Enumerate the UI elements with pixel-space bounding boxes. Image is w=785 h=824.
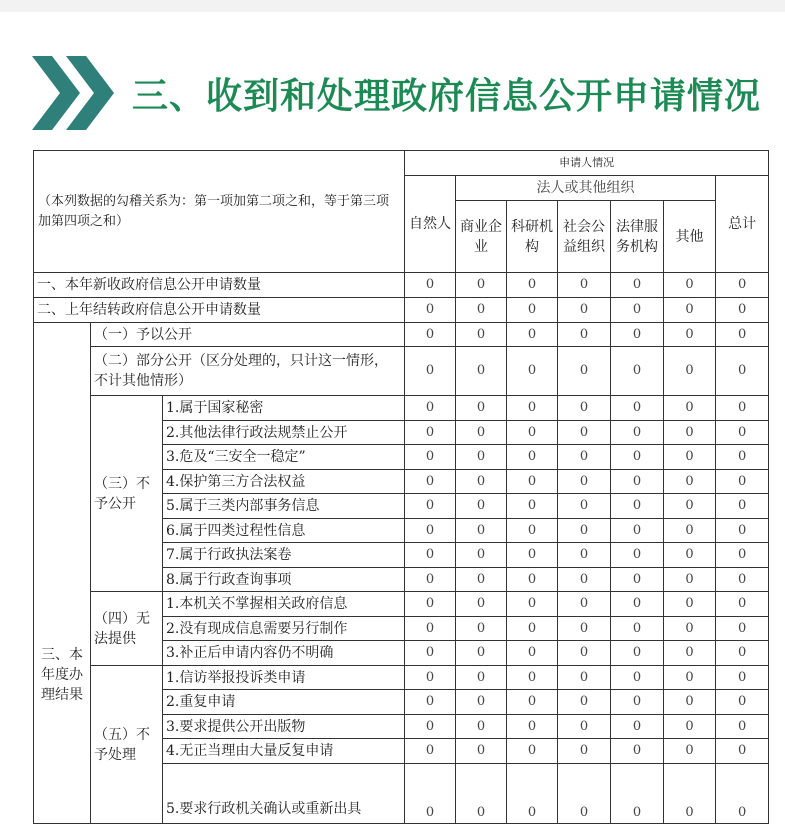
cell-value: 0 bbox=[716, 568, 769, 592]
cell-value: 0 bbox=[664, 323, 716, 347]
cell-value: 0 bbox=[716, 323, 769, 347]
cell-value: 0 bbox=[507, 347, 558, 396]
cell-value: 0 bbox=[716, 690, 769, 715]
row-label: 2.其他法律行政法规禁止公开 bbox=[163, 421, 405, 445]
cell-value: 0 bbox=[558, 764, 611, 824]
cell-value: 0 bbox=[558, 592, 611, 617]
cell-value: 0 bbox=[456, 347, 507, 396]
cell-value: 0 bbox=[405, 666, 456, 690]
cell-value: 0 bbox=[405, 494, 456, 519]
cell-value: 0 bbox=[507, 764, 558, 824]
cell-value: 0 bbox=[405, 445, 456, 470]
cell-value: 0 bbox=[405, 519, 456, 543]
cell-value: 0 bbox=[664, 298, 716, 323]
cell-value: 0 bbox=[507, 519, 558, 543]
table-row bbox=[34, 396, 769, 421]
cell-value: 0 bbox=[558, 421, 611, 445]
row-label: （一）予以公开 bbox=[91, 323, 405, 347]
cell-value: 0 bbox=[405, 715, 456, 739]
table-row bbox=[34, 666, 769, 690]
row-label: 7.属于行政执法案卷 bbox=[163, 543, 405, 568]
table-row bbox=[34, 347, 769, 396]
row-label: 3.要求提供公开出版物 bbox=[163, 715, 405, 739]
col-natural: 自然人 bbox=[405, 176, 456, 273]
cell-value: 0 bbox=[507, 690, 558, 715]
cell-value: 0 bbox=[664, 470, 716, 494]
row-label: 1.信访举报投诉类申请 bbox=[163, 666, 405, 690]
cell-value: 0 bbox=[405, 617, 456, 641]
cell-value: 0 bbox=[456, 641, 507, 666]
cell-value: 0 bbox=[716, 543, 769, 568]
top-strip bbox=[0, 0, 785, 12]
col-legal: 法律服务机构 bbox=[611, 201, 664, 273]
cell-value: 0 bbox=[611, 543, 664, 568]
cell-value: 0 bbox=[405, 543, 456, 568]
row-label: 8.属于行政查询事项 bbox=[163, 568, 405, 592]
row-label: 4.无正当理由大量反复申请 bbox=[163, 739, 405, 764]
cell-value: 0 bbox=[558, 666, 611, 690]
cell-value: 0 bbox=[664, 494, 716, 519]
cell-value: 0 bbox=[558, 298, 611, 323]
cell-value: 0 bbox=[456, 617, 507, 641]
cell-value: 0 bbox=[664, 690, 716, 715]
double-chevron-icon bbox=[30, 52, 116, 134]
row-label: 3.补正后申请内容仍不明确 bbox=[163, 641, 405, 666]
col-research: 科研机构 bbox=[507, 201, 558, 273]
cell-value: 0 bbox=[716, 347, 769, 396]
cell-value: 0 bbox=[456, 421, 507, 445]
section-title: 三、收到和处理政府信息公开申请情况 bbox=[132, 76, 762, 117]
cell-value: 0 bbox=[611, 568, 664, 592]
legal-group-header: 法人或其他组织 bbox=[456, 176, 716, 201]
cell-value: 0 bbox=[664, 543, 716, 568]
table-row bbox=[34, 273, 769, 298]
row-label: 二、上年结转政府信息公开申请数量 bbox=[34, 298, 405, 323]
cell-value: 0 bbox=[611, 323, 664, 347]
cell-value: 0 bbox=[558, 641, 611, 666]
cell-value: 0 bbox=[507, 445, 558, 470]
cell-value: 0 bbox=[664, 273, 716, 298]
cell-value: 0 bbox=[558, 347, 611, 396]
cell-value: 0 bbox=[611, 715, 664, 739]
cell-value: 0 bbox=[664, 519, 716, 543]
row-label: 2.没有现成信息需要另行制作 bbox=[163, 617, 405, 641]
cell-value: 0 bbox=[664, 347, 716, 396]
cell-value: 0 bbox=[558, 568, 611, 592]
cell-value: 0 bbox=[507, 494, 558, 519]
cell-value: 0 bbox=[716, 298, 769, 323]
cell-value: 0 bbox=[405, 347, 456, 396]
cell-value: 0 bbox=[507, 470, 558, 494]
cell-value: 0 bbox=[611, 519, 664, 543]
cell-value: 0 bbox=[716, 764, 769, 824]
cell-value: 0 bbox=[507, 323, 558, 347]
cell-value: 0 bbox=[507, 273, 558, 298]
row-label: 5.要求行政机关确认或重新出具 bbox=[163, 764, 405, 824]
cell-value: 0 bbox=[456, 739, 507, 764]
cell-value: 0 bbox=[507, 543, 558, 568]
cell-value: 0 bbox=[716, 519, 769, 543]
cell-value: 0 bbox=[611, 592, 664, 617]
cell-value: 0 bbox=[456, 543, 507, 568]
cell-value: 0 bbox=[456, 519, 507, 543]
cell-value: 0 bbox=[456, 273, 507, 298]
row-label: 5.属于三类内部事务信息 bbox=[163, 494, 405, 519]
cell-value: 0 bbox=[456, 298, 507, 323]
cell-value: 0 bbox=[664, 715, 716, 739]
cell-value: 0 bbox=[716, 396, 769, 421]
cell-value: 0 bbox=[664, 421, 716, 445]
cell-value: 0 bbox=[716, 641, 769, 666]
note-cell: （本列数据的勾稽关系为：第一项加第二项之和，等于第三项加第四项之和） bbox=[34, 151, 405, 273]
cell-value: 0 bbox=[456, 592, 507, 617]
cell-value: 0 bbox=[507, 421, 558, 445]
cell-value: 0 bbox=[558, 690, 611, 715]
cell-value: 0 bbox=[558, 273, 611, 298]
cell-value: 0 bbox=[456, 323, 507, 347]
cell-value: 0 bbox=[405, 298, 456, 323]
cell-value: 0 bbox=[664, 617, 716, 641]
cell-value: 0 bbox=[507, 715, 558, 739]
cell-value: 0 bbox=[405, 764, 456, 824]
disclosure-table bbox=[33, 150, 769, 824]
cell-value: 0 bbox=[611, 494, 664, 519]
cell-value: 0 bbox=[664, 666, 716, 690]
group-noprocess: （五）不予处理 bbox=[91, 666, 163, 824]
cell-value: 0 bbox=[664, 568, 716, 592]
cell-value: 0 bbox=[456, 715, 507, 739]
cell-value: 0 bbox=[664, 396, 716, 421]
cell-value: 0 bbox=[456, 445, 507, 470]
cell-value: 0 bbox=[611, 298, 664, 323]
cell-value: 0 bbox=[558, 715, 611, 739]
row-label: 6.属于四类过程性信息 bbox=[163, 519, 405, 543]
cell-value: 0 bbox=[716, 739, 769, 764]
row-label: 一、本年新收政府信息公开申请数量 bbox=[34, 273, 405, 298]
cell-value: 0 bbox=[405, 396, 456, 421]
row-label: 3.危及“三安全一稳定” bbox=[163, 445, 405, 470]
cell-value: 0 bbox=[507, 617, 558, 641]
group-cannot: （四）无法提供 bbox=[91, 592, 163, 666]
row-label: 2.重复申请 bbox=[163, 690, 405, 715]
cell-value: 0 bbox=[664, 445, 716, 470]
cell-value: 0 bbox=[507, 298, 558, 323]
cell-value: 0 bbox=[507, 568, 558, 592]
cell-value: 0 bbox=[558, 494, 611, 519]
cell-value: 0 bbox=[405, 739, 456, 764]
table-row bbox=[34, 298, 769, 323]
cell-value: 0 bbox=[558, 617, 611, 641]
cell-value: 0 bbox=[405, 421, 456, 445]
cell-value: 0 bbox=[405, 641, 456, 666]
cell-value: 0 bbox=[611, 347, 664, 396]
col-total: 总计 bbox=[716, 176, 769, 273]
cell-value: 0 bbox=[405, 568, 456, 592]
row-label: （二）部分公开（区分处理的，只计这一情形，不计其他情形） bbox=[91, 347, 405, 396]
cell-value: 0 bbox=[456, 494, 507, 519]
cell-value: 0 bbox=[456, 690, 507, 715]
table-row bbox=[34, 323, 769, 347]
cell-value: 0 bbox=[405, 470, 456, 494]
row-label: 1.本机关不掌握相关政府信息 bbox=[163, 592, 405, 617]
cell-value: 0 bbox=[507, 666, 558, 690]
cell-value: 0 bbox=[611, 470, 664, 494]
cell-value: 0 bbox=[611, 666, 664, 690]
cell-value: 0 bbox=[456, 764, 507, 824]
cell-value: 0 bbox=[456, 666, 507, 690]
cell-value: 0 bbox=[405, 323, 456, 347]
cell-value: 0 bbox=[664, 592, 716, 617]
cell-value: 0 bbox=[456, 470, 507, 494]
cell-value: 0 bbox=[405, 592, 456, 617]
cell-value: 0 bbox=[716, 666, 769, 690]
cell-value: 0 bbox=[611, 641, 664, 666]
cell-value: 0 bbox=[664, 641, 716, 666]
cell-value: 0 bbox=[405, 690, 456, 715]
cell-value: 0 bbox=[507, 739, 558, 764]
cell-value: 0 bbox=[716, 273, 769, 298]
cell-value: 0 bbox=[611, 445, 664, 470]
cell-value: 0 bbox=[716, 421, 769, 445]
cell-value: 0 bbox=[664, 764, 716, 824]
cell-value: 0 bbox=[611, 617, 664, 641]
cell-value: 0 bbox=[507, 396, 558, 421]
cell-value: 0 bbox=[716, 494, 769, 519]
cell-value: 0 bbox=[507, 641, 558, 666]
cell-value: 0 bbox=[611, 690, 664, 715]
cell-value: 0 bbox=[611, 273, 664, 298]
cell-value: 0 bbox=[558, 519, 611, 543]
cell-value: 0 bbox=[716, 470, 769, 494]
cell-value: 0 bbox=[611, 421, 664, 445]
cell-value: 0 bbox=[558, 323, 611, 347]
cell-value: 0 bbox=[558, 445, 611, 470]
cell-value: 0 bbox=[716, 617, 769, 641]
col-social: 社会公益组织 bbox=[558, 201, 611, 273]
cell-value: 0 bbox=[456, 396, 507, 421]
cell-value: 0 bbox=[716, 592, 769, 617]
cell-value: 0 bbox=[558, 543, 611, 568]
cell-value: 0 bbox=[558, 470, 611, 494]
row-label: 4.保护第三方合法权益 bbox=[163, 470, 405, 494]
row-label: 1.属于国家秘密 bbox=[163, 396, 405, 421]
cell-value: 0 bbox=[558, 396, 611, 421]
group-deny: （三）不予公开 bbox=[91, 396, 163, 592]
table-row bbox=[34, 592, 769, 617]
cell-value: 0 bbox=[507, 592, 558, 617]
cell-value: 0 bbox=[558, 739, 611, 764]
cell-value: 0 bbox=[405, 273, 456, 298]
cell-value: 0 bbox=[716, 715, 769, 739]
cell-value: 0 bbox=[611, 739, 664, 764]
cell-value: 0 bbox=[611, 764, 664, 824]
cell-value: 0 bbox=[664, 739, 716, 764]
cell-value: 0 bbox=[716, 445, 769, 470]
section-header bbox=[0, 40, 785, 140]
col-commercial: 商业企业 bbox=[456, 201, 507, 273]
group-result: 三、本年度办理结果 bbox=[34, 323, 91, 824]
applicant-header: 申请人情况 bbox=[405, 151, 769, 176]
cell-value: 0 bbox=[456, 568, 507, 592]
cell-value: 0 bbox=[611, 396, 664, 421]
col-other: 其他 bbox=[664, 201, 716, 273]
